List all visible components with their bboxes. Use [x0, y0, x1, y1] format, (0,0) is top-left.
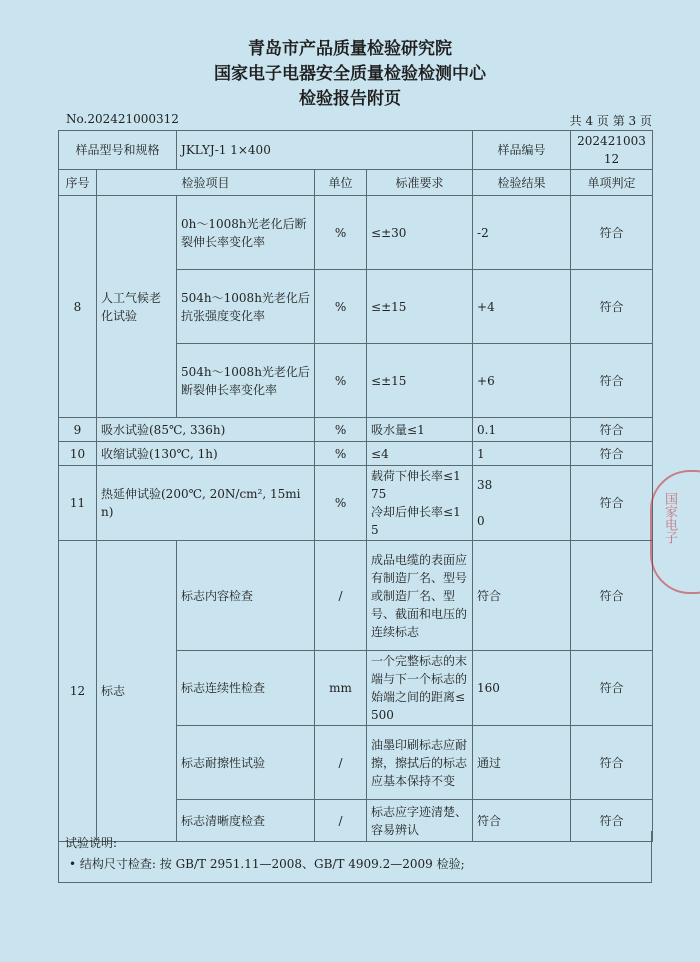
result-line: 38: [477, 478, 493, 492]
unit-cell: %: [315, 418, 367, 442]
sample-model-value: JKLYJ-1 1×400: [177, 131, 473, 170]
sub-item: 标志耐擦性试验: [177, 726, 315, 800]
col-result: 检验结果: [473, 170, 571, 196]
unit-cell: %: [315, 270, 367, 344]
verdict-cell: 符合: [571, 442, 653, 466]
sub-item: 标志连续性检查: [177, 651, 315, 726]
table-row: [59, 541, 653, 651]
table-row: [59, 196, 653, 270]
result-cell: 通过: [473, 726, 571, 800]
verdict-cell: 符合: [571, 726, 653, 800]
verdict-cell: 符合: [571, 800, 653, 842]
sub-item: 标志清晰度检查: [177, 800, 315, 842]
page-title: 检验报告附页: [299, 89, 401, 109]
result-cell: +4: [473, 270, 571, 344]
row-seq: 11: [59, 466, 97, 541]
result-cell: 符合: [473, 541, 571, 651]
unit-cell: %: [315, 344, 367, 418]
col-seq: 序号: [59, 170, 97, 196]
notes-text: 结构尺寸检查: 按 GB/T 2951.11—2008、GB/T 4909.2—2009 检验;: [79, 857, 465, 871]
row-item: 人工气候老化试验: [97, 196, 177, 418]
table-row: [59, 442, 653, 466]
sub-item: 504h～1008h光老化后断裂伸长率变化率: [177, 344, 315, 418]
page-indicator: 共 4 页 第 3 页: [569, 114, 652, 128]
col-verdict: 单项判定: [571, 170, 653, 196]
standard-cell: 成品电缆的表面应有制造厂名、型号或制造厂名、型号、截面和电压的连续标志: [367, 541, 473, 651]
bullet-icon: •: [69, 857, 77, 871]
standard-line: 载荷下伸长率≤175: [371, 469, 461, 501]
verdict-cell: 符合: [571, 541, 653, 651]
unit-cell: /: [315, 726, 367, 800]
unit-cell: %: [315, 442, 367, 466]
unit-cell: %: [315, 466, 367, 541]
seal-stamp: [650, 470, 700, 594]
inspection-table: [58, 130, 653, 842]
verdict-cell: 符合: [571, 651, 653, 726]
standard-cell: 油墨印刷标志应耐擦，擦拭后的标志应基本保持不变: [367, 726, 473, 800]
sample-id-label: 样品编号: [473, 131, 571, 170]
col-item: 检验项目: [97, 170, 315, 196]
standard-cell: 吸水量≤1: [367, 418, 473, 442]
result-cell: +6: [473, 344, 571, 418]
institute-title: 青岛市产品质量检验研究院: [248, 39, 452, 59]
sub-item: 0h～1008h光老化后断裂伸长率变化率: [177, 196, 315, 270]
result-cell: 1: [473, 442, 571, 466]
sample-model-label: 样品型号和规格: [59, 131, 177, 170]
standard-cell: 标志应字迹清楚、容易辨认: [367, 800, 473, 842]
standard-cell: ≤±15: [367, 270, 473, 344]
unit-cell: /: [315, 800, 367, 842]
notes-title: 试验说明:: [65, 836, 118, 850]
result-cell: 0.1: [473, 418, 571, 442]
sample-row: [59, 131, 653, 170]
row-seq: 10: [59, 442, 97, 466]
table-header: [59, 170, 653, 196]
standard-cell: ≤±15: [367, 344, 473, 418]
result-cell: 160: [473, 651, 571, 726]
verdict-cell: 符合: [571, 196, 653, 270]
standard-line: 冷却后伸长率≤15: [371, 505, 461, 537]
result-cell: -2: [473, 196, 571, 270]
verdict-cell: 符合: [571, 418, 653, 442]
sub-item: 504h～1008h光老化后抗张强度变化率: [177, 270, 315, 344]
unit-cell: %: [315, 196, 367, 270]
notes-line: [65, 855, 645, 872]
verdict-cell: 符合: [571, 466, 653, 541]
row-item: 收缩试验(130℃, 1h): [97, 442, 315, 466]
unit-cell: /: [315, 541, 367, 651]
seal-text: 国家电子: [662, 492, 677, 544]
row-item: 热延伸试验(200℃, 20N/cm², 15min): [97, 466, 315, 541]
table-row: [59, 418, 653, 442]
row-seq: 8: [59, 196, 97, 418]
row-item: 标志: [97, 541, 177, 842]
row-seq: 12: [59, 541, 97, 842]
standard-cell: 一个完整标志的末端与下一个标志的始端之间的距离≤500: [367, 651, 473, 726]
row-item: 吸水试验(85℃, 336h): [97, 418, 315, 442]
result-cell: 符合: [473, 800, 571, 842]
result-cell: [473, 466, 571, 541]
sample-id-value: 20242100312: [571, 131, 653, 170]
test-notes: [58, 831, 652, 883]
sub-item: 标志内容检查: [177, 541, 315, 651]
standard-cell: ≤4: [367, 442, 473, 466]
result-line: 0: [477, 514, 485, 528]
center-title: 国家电子电器安全质量检验检测中心: [214, 64, 486, 84]
row-seq: 9: [59, 418, 97, 442]
standard-cell: ≤±30: [367, 196, 473, 270]
verdict-cell: 符合: [571, 344, 653, 418]
col-standard: 标准要求: [367, 170, 473, 196]
verdict-cell: 符合: [571, 270, 653, 344]
unit-cell: mm: [315, 651, 367, 726]
col-unit: 单位: [315, 170, 367, 196]
standard-cell: [367, 466, 473, 541]
report-number: No.202421000312: [66, 112, 179, 126]
table-row: [59, 466, 653, 541]
